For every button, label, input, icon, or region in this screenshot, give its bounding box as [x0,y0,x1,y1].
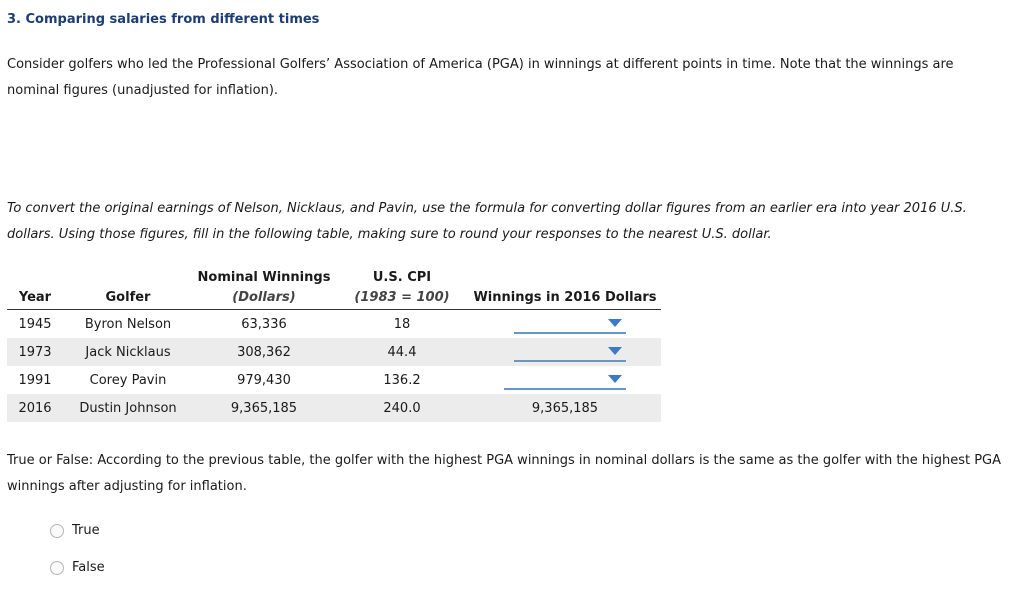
row-nominal: 308,362 [193,338,335,366]
table-row [7,394,661,422]
header-nominal-winnings: Nominal Winnings [197,270,331,285]
header-cpi-base: (1983 = 100) [335,285,469,310]
row-nominal: 9,365,185 [193,394,335,422]
winnings-2016-dropdown-nicklaus[interactable] [514,343,626,362]
radio-button-icon[interactable] [50,524,64,538]
question-title: 3. Comparing salaries from different times [7,12,320,27]
salary-table [7,262,661,422]
table-row [7,338,661,366]
header-winnings-2016: Winnings in 2016 Dollars [469,285,661,310]
table-header-row [7,285,661,310]
radio-button-icon[interactable] [50,561,64,575]
table-row [7,310,661,339]
option-true[interactable] [50,523,100,538]
row-cpi: 44.4 [335,338,469,366]
instruction-paragraph: To convert the original earnings of Nelson, Nicklaus, and Pavin, use the formula for converting dollar figures from an earlier era into year 2016 U.S. dollars. Using those figures, fill in the following table, making sure to round your responses to the nearest U.S. dollar. [7,201,967,242]
header-cpi: U.S. CPI [372,270,432,285]
row-year: 1991 [18,372,52,388]
winnings-2016-dropdown-nelson[interactable] [514,315,626,334]
option-false[interactable] [50,560,105,575]
option-label: True [72,523,100,538]
row-year: 2016 [7,394,63,422]
header-year: Year [7,285,63,310]
chevron-down-icon [608,319,622,327]
header-nominal-unit: (Dollars) [193,285,335,310]
row-year: 1945 [18,316,52,332]
chevron-down-icon [608,347,622,355]
row-year: 1973 [7,338,63,366]
table-header-row-top [7,262,661,285]
true-false-prompt: True or False: According to the previous table, the golfer with the highest PGA winnings in nominal dollars is the same as the golfer with the highest PGA winnings after adjusting for inflation. [7,453,1002,494]
row-winnings-2016: 9,365,185 [469,394,661,422]
header-golfer: Golfer [63,285,193,310]
row-golfer: Byron Nelson [84,316,172,332]
table-row [7,366,661,394]
row-nominal: 63,336 [241,316,287,332]
row-cpi: 136.2 [383,372,421,388]
row-nominal: 979,430 [237,372,291,388]
row-cpi: 240.0 [335,394,469,422]
winnings-2016-dropdown-pavin[interactable] [504,371,626,390]
option-label: False [72,560,105,575]
row-golfer: Dustin Johnson [63,394,193,422]
row-golfer: Corey Pavin [89,372,167,388]
row-cpi: 18 [393,316,411,332]
row-golfer: Jack Nicklaus [63,338,193,366]
chevron-down-icon [608,375,622,383]
intro-paragraph: Consider golfers who led the Professional Golfers’ Association of America (PGA) in winnings at different points in time. Note that the winnings are nominal figures (unadjusted for inflation). [7,57,954,98]
